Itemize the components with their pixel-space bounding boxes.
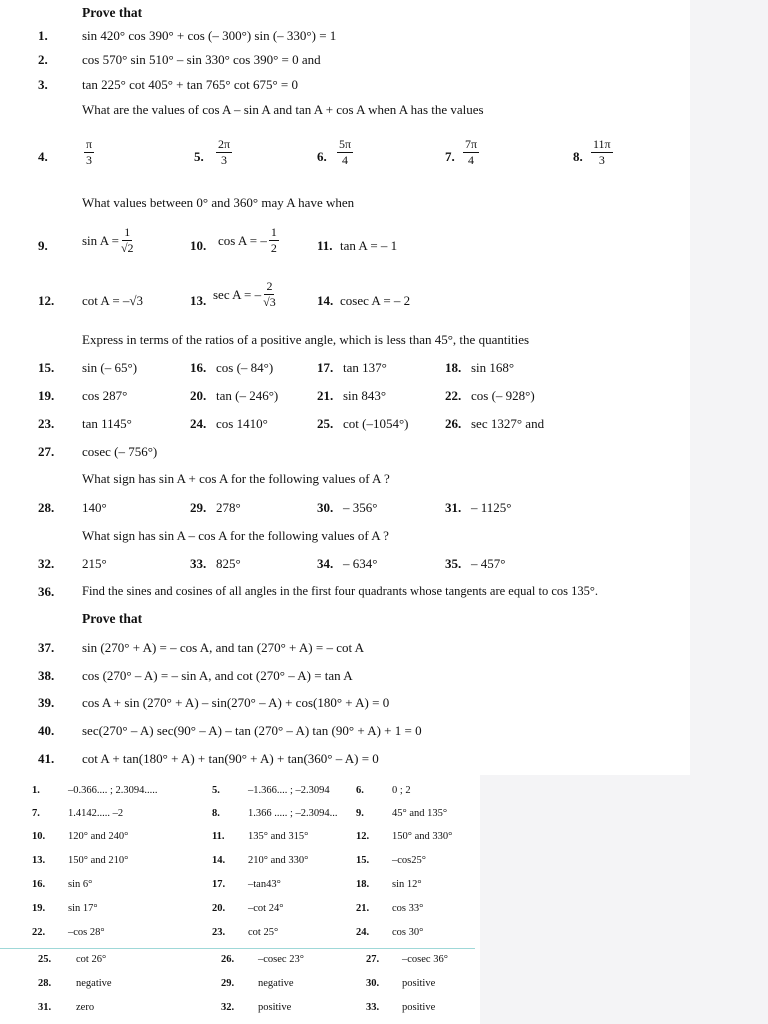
question-number: 22. — [445, 388, 462, 403]
sign-prompt-1: What sign has sin A + cos A for the following values of A ? — [82, 471, 390, 486]
answer-item: 210° and 330° — [248, 855, 309, 866]
question-number: 5. — [194, 149, 204, 164]
answer-item: zero — [76, 1002, 95, 1013]
answer-item: 1.4142..... –2 — [68, 808, 124, 819]
question-number: 28. — [38, 500, 55, 515]
question-27: cosec (– 756°) — [82, 444, 158, 459]
question-number: 9. — [38, 238, 48, 253]
question-number: 17. — [317, 360, 334, 375]
question-38: cos (270° – A) = – sin A, and cot (270° – A) = tan A — [82, 668, 353, 683]
question-number: 10. — [190, 238, 207, 253]
answer-item: 0 ; 2 — [392, 785, 411, 796]
answer-item: –tan43° — [248, 879, 281, 890]
question-number: 33. — [190, 556, 207, 571]
answer-number: 27. — [366, 954, 380, 965]
answer-divider — [0, 948, 475, 949]
question-number: 31. — [445, 500, 462, 515]
answer-number: 22. — [32, 927, 46, 938]
answer-item: 1.366 ..... ; –2.3094... — [248, 808, 338, 819]
answer-right-margin — [480, 775, 768, 1024]
answer-item: –0.366.... ; 2.3094..... — [68, 785, 158, 796]
question-item: – 457° — [471, 556, 506, 571]
section-heading: Prove that — [82, 611, 143, 626]
question-36: Find the sines and cosines of all angles in the first four quadrants whose tangents are equal to cos 135°. — [82, 584, 598, 598]
question-number: 15. — [38, 360, 55, 375]
question-37: sin (270° + A) = – cos A, and tan (270° + A) = – cot A — [82, 640, 365, 655]
question-number: 16. — [190, 360, 207, 375]
answer-number: 31. — [38, 1002, 52, 1013]
question-number: 41. — [38, 751, 55, 766]
answer-item: negative — [258, 978, 294, 989]
question-9: sin A = $\frac{1}{√2}$ — [82, 225, 134, 256]
question-3: tan 225° cot 405° + tan 765° cot 675° = 0 — [82, 77, 298, 92]
question-item: cos (– 84°) — [216, 360, 274, 375]
answer-number: 30. — [366, 978, 380, 989]
answer-number: 10. — [32, 831, 46, 842]
question-number: 37. — [38, 640, 55, 655]
question-item: sec 1327° and — [471, 416, 545, 431]
question-item: 825° — [216, 556, 241, 571]
answer-number: 12. — [356, 831, 370, 842]
question-39: cos A + sin (270° + A) – sin(270° – A) + cos(180° + A) = 0 — [82, 695, 390, 710]
question-item: tan 1145° — [82, 416, 132, 431]
question-number: 2. — [38, 52, 48, 67]
question-1: sin 420° cos 390° + cos (– 300°) sin (– 330°) = 1 — [82, 28, 337, 43]
answer-number: 26. — [221, 954, 235, 965]
question-number: 30. — [317, 500, 334, 515]
answer-number: 6. — [356, 785, 364, 796]
answer-item: sin 12° — [392, 879, 422, 890]
question-item: cos (– 928°) — [471, 388, 535, 403]
question-item: – 356° — [343, 500, 378, 515]
question-item: 140° — [82, 500, 107, 515]
answer-number: 9. — [356, 808, 364, 819]
question-number: 24. — [190, 416, 207, 431]
fraction-7: $\frac{7\pi}{4}$ — [465, 137, 478, 168]
question-number: 26. — [445, 416, 462, 431]
question-item: cos 1410° — [216, 416, 268, 431]
question-item: sin (– 65°) — [82, 360, 138, 375]
sign-prompt-2: What sign has sin A – cos A for the following values of A ? — [82, 528, 389, 543]
question-item: 278° — [216, 500, 241, 515]
answer-number: 11. — [212, 831, 225, 842]
express-prompt: Express in terms of the ratios of a positive angle, which is less than 45°, the quantities — [82, 332, 530, 347]
question-number: 32. — [38, 556, 55, 571]
question-number: 1. — [38, 28, 48, 43]
answer-item: cot 26° — [76, 954, 107, 965]
right-margin — [690, 0, 768, 775]
question-number: 3. — [38, 77, 48, 92]
answer-number: 19. — [32, 903, 46, 914]
question-number: 23. — [38, 416, 55, 431]
question-number: 20. — [190, 388, 207, 403]
question-40: sec(270° – A) sec(90° – A) – tan (270° – A) tan (90° + A) + 1 = 0 — [82, 723, 422, 738]
question-number: 35. — [445, 556, 462, 571]
answer-item: negative — [76, 978, 112, 989]
answer-number: 16. — [32, 879, 46, 890]
answer-item: cot 25° — [248, 927, 279, 938]
answer-number: 7. — [32, 808, 40, 819]
question-number: 18. — [445, 360, 462, 375]
question-item: – 634° — [343, 556, 378, 571]
question-12: cot A = –√3 — [82, 293, 144, 308]
question-number: 13. — [190, 293, 207, 308]
question-2: cos 570° sin 510° – sin 330° cos 390° = 0 and — [82, 52, 321, 67]
question-number: 38. — [38, 668, 55, 683]
answer-number: 20. — [212, 903, 226, 914]
answer-item: cos 30° — [392, 927, 424, 938]
answer-item: cos 33° — [392, 903, 424, 914]
question-number: 11. — [317, 238, 333, 253]
answer-number: 8. — [212, 808, 220, 819]
question-number: 7. — [445, 149, 455, 164]
answer-item: 150° and 330° — [392, 831, 453, 842]
question-number: 40. — [38, 723, 55, 738]
question-13: sec A = – $\frac{2}{√3}$ — [213, 279, 276, 310]
question-item: tan (– 246°) — [216, 388, 279, 403]
answer-item: –cosec 23° — [258, 954, 304, 965]
answer-number: 1. — [32, 785, 40, 796]
answer-item: sin 6° — [68, 879, 93, 890]
answer-item: 45° and 135° — [392, 808, 448, 819]
answer-number: 25. — [38, 954, 52, 965]
answer-item: –cot 24° — [248, 903, 284, 914]
answer-item: –cos25° — [392, 855, 426, 866]
answer-item: sin 17° — [68, 903, 98, 914]
question-item: 215° — [82, 556, 107, 571]
answer-number: 17. — [212, 879, 226, 890]
answer-item: –1.366.... ; –2.3094 — [248, 785, 330, 796]
values-between-prompt: What values between 0° and 360° may A have when — [82, 195, 355, 210]
question-item: sin 843° — [343, 388, 387, 403]
question-number: 36. — [38, 584, 55, 599]
question-item: cot (–1054°) — [343, 416, 409, 431]
answer-number: 5. — [212, 785, 220, 796]
question-item: sin 168° — [471, 360, 515, 375]
answer-number: 23. — [212, 927, 226, 938]
question-number: 4. — [38, 149, 48, 164]
question-number: 14. — [317, 293, 334, 308]
fraction-6: $\frac{5\pi}{4}$ — [339, 137, 352, 168]
question-41: cot A + tan(180° + A) + tan(90° + A) + tan(360° – A) = 0 — [82, 751, 379, 766]
question-14: cosec A = – 2 — [340, 293, 411, 308]
values-prompt: What are the values of cos A – sin A and tan A + cos A when A has the values — [82, 102, 484, 117]
answer-number: 21. — [356, 903, 370, 914]
answer-number: 18. — [356, 879, 370, 890]
question-number: 19. — [38, 388, 55, 403]
question-number: 27. — [38, 444, 55, 459]
answer-number: 13. — [32, 855, 46, 866]
answer-item: 135° and 315° — [248, 831, 309, 842]
answer-item: 150° and 210° — [68, 855, 129, 866]
question-item: tan 137° — [343, 360, 387, 375]
question-11: tan A = – 1 — [340, 238, 398, 253]
question-10: cos A = – $\frac{1}{2}$ — [218, 225, 277, 256]
fraction-8: $\frac{11\pi}{3}$ — [593, 137, 611, 168]
answer-item: –cos 28° — [68, 927, 105, 938]
answer-number: 15. — [356, 855, 370, 866]
answer-item: positive — [402, 1002, 436, 1013]
answer-item: positive — [402, 978, 436, 989]
question-item: – 1125° — [471, 500, 512, 515]
section-heading: Prove that — [82, 5, 143, 20]
answer-item: 120° and 240° — [68, 831, 129, 842]
question-number: 6. — [317, 149, 327, 164]
answer-item: positive — [258, 1002, 292, 1013]
question-number: 29. — [190, 500, 207, 515]
question-item: cos 287° — [82, 388, 128, 403]
answer-item: –cosec 36° — [402, 954, 448, 965]
question-number: 25. — [317, 416, 334, 431]
question-number: 39. — [38, 695, 55, 710]
question-number: 12. — [38, 293, 55, 308]
question-number: 8. — [573, 149, 583, 164]
answer-number: 33. — [366, 1002, 380, 1013]
answer-number: 32. — [221, 1002, 235, 1013]
question-number: 34. — [317, 556, 334, 571]
answer-number: 24. — [356, 927, 370, 938]
answer-number: 28. — [38, 978, 52, 989]
answer-number: 29. — [221, 978, 235, 989]
question-number: 21. — [317, 388, 334, 403]
fraction-5: $\frac{2\pi}{3}$ — [218, 137, 231, 168]
answer-number: 14. — [212, 855, 226, 866]
fraction-4: $\frac{\pi}{3}$ — [86, 137, 93, 168]
